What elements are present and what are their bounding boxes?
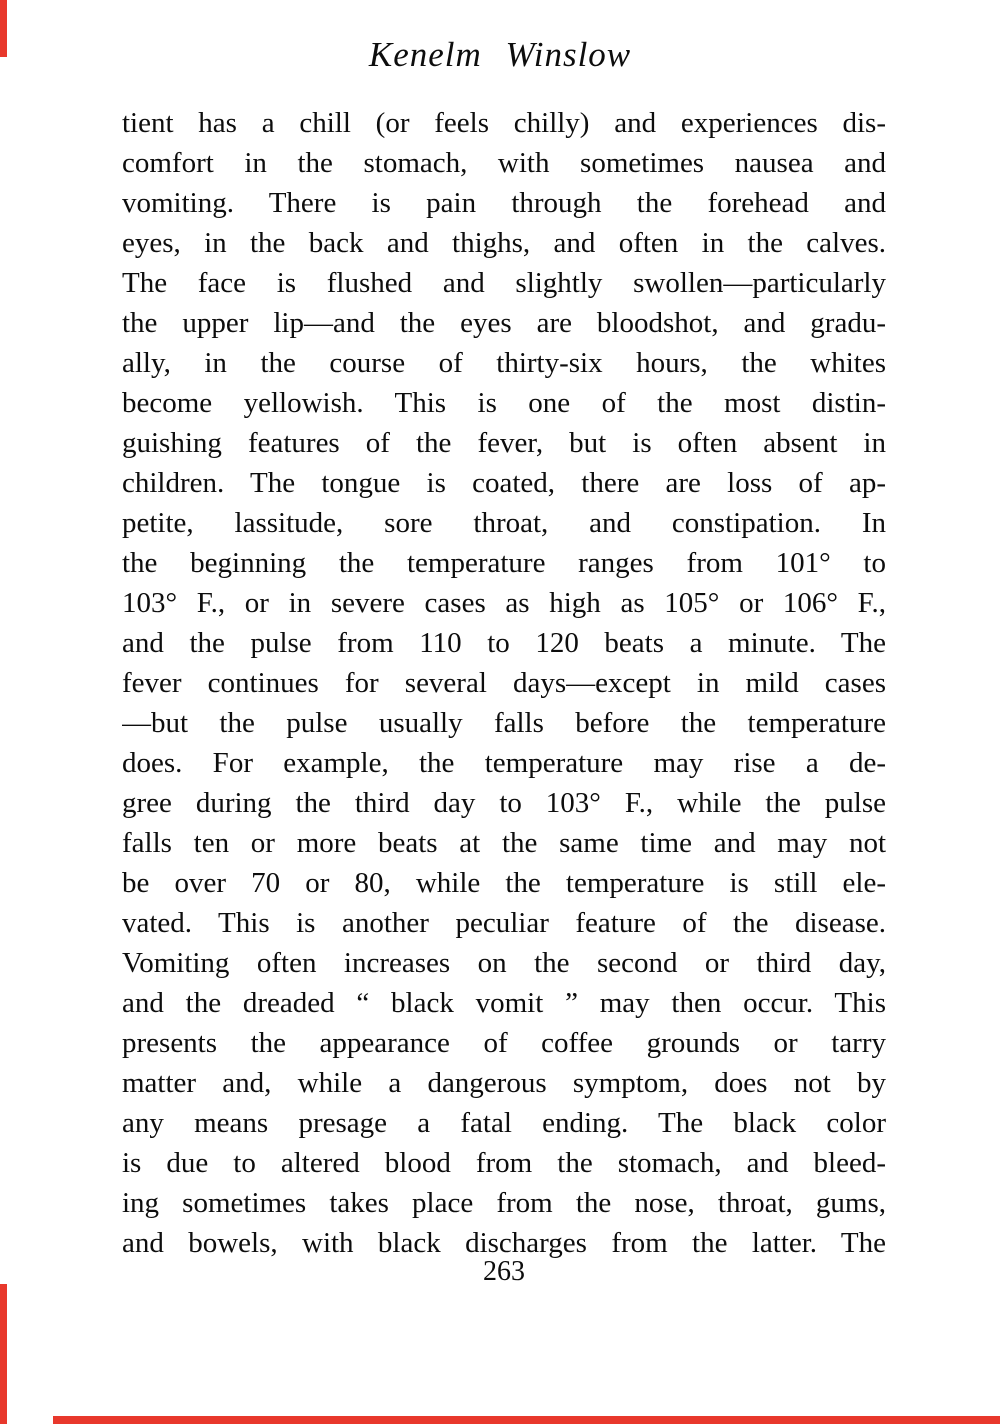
text-line: and bowels, with black discharges from the latter. The (122, 1227, 886, 1259)
text-line: 103° F., or in severe cases as high as 105° or 106° F., (122, 587, 886, 619)
text-line: matter and, while a dangerous symptom, does not by (122, 1067, 886, 1099)
text-line: presents the appearance of coffee grounds or tarry (122, 1027, 886, 1059)
text-line: become yellowish. This is one of the most distin- (122, 387, 886, 419)
text-line: vomiting. There is pain through the forehead and (122, 187, 886, 219)
text-line: and the pulse from 110 to 120 beats a minute. The (122, 627, 886, 659)
text-line: any means presage a fatal ending. The black color (122, 1107, 886, 1139)
scan-edge-artifact-bottom (53, 1416, 1000, 1424)
text-line: the upper lip—and the eyes are bloodshot, and gradu- (122, 307, 886, 339)
text-line: ally, in the course of thirty-six hours, the whites (122, 347, 886, 379)
text-line: —but the pulse usually falls before the temperature (122, 707, 886, 739)
text-line: be over 70 or 80, while the temperature is still ele- (122, 867, 886, 899)
text-line: petite, lassitude, sore throat, and constipation. In (122, 507, 886, 539)
text-line: does. For example, the temperature may rise a de- (122, 747, 886, 779)
text-line: is due to altered blood from the stomach, and bleed- (122, 1147, 886, 1179)
running-header: Kenelm Winslow (368, 35, 632, 74)
text-line: children. The tongue is coated, there are loss of ap- (122, 467, 886, 499)
text-line: and the dreaded “ black vomit ” may then occur. This (122, 987, 886, 1019)
text-line: tient has a chill (or feels chilly) and experiences dis- (122, 107, 886, 139)
text-line: eyes, in the back and thighs, and often in the calves. (122, 227, 886, 259)
scan-edge-artifact-top-left (0, 0, 7, 57)
text-line: gree during the third day to 103° F., while the pulse (122, 787, 886, 819)
text-line: comfort in the stomach, with sometimes nausea and (122, 147, 886, 179)
text-line: vated. This is another peculiar feature of the disease. (122, 907, 886, 939)
text-line: The face is flushed and slightly swollen—particularly (122, 267, 886, 299)
text-line: falls ten or more beats at the same time and may not (122, 827, 886, 859)
scan-edge-artifact-bottom-left (0, 1284, 7, 1424)
text-line: guishing features of the fever, but is often absent in (122, 427, 886, 459)
text-line: ing sometimes takes place from the nose, throat, gums, (122, 1187, 886, 1219)
text-line: Vomiting often increases on the second or third day, (122, 947, 886, 979)
body-text (122, 103, 886, 1263)
text-line: the beginning the temperature ranges from 101° to (122, 547, 886, 579)
text-line: fever continues for several days—except in mild cases (122, 667, 886, 699)
page-number: 263 (483, 1256, 525, 1287)
